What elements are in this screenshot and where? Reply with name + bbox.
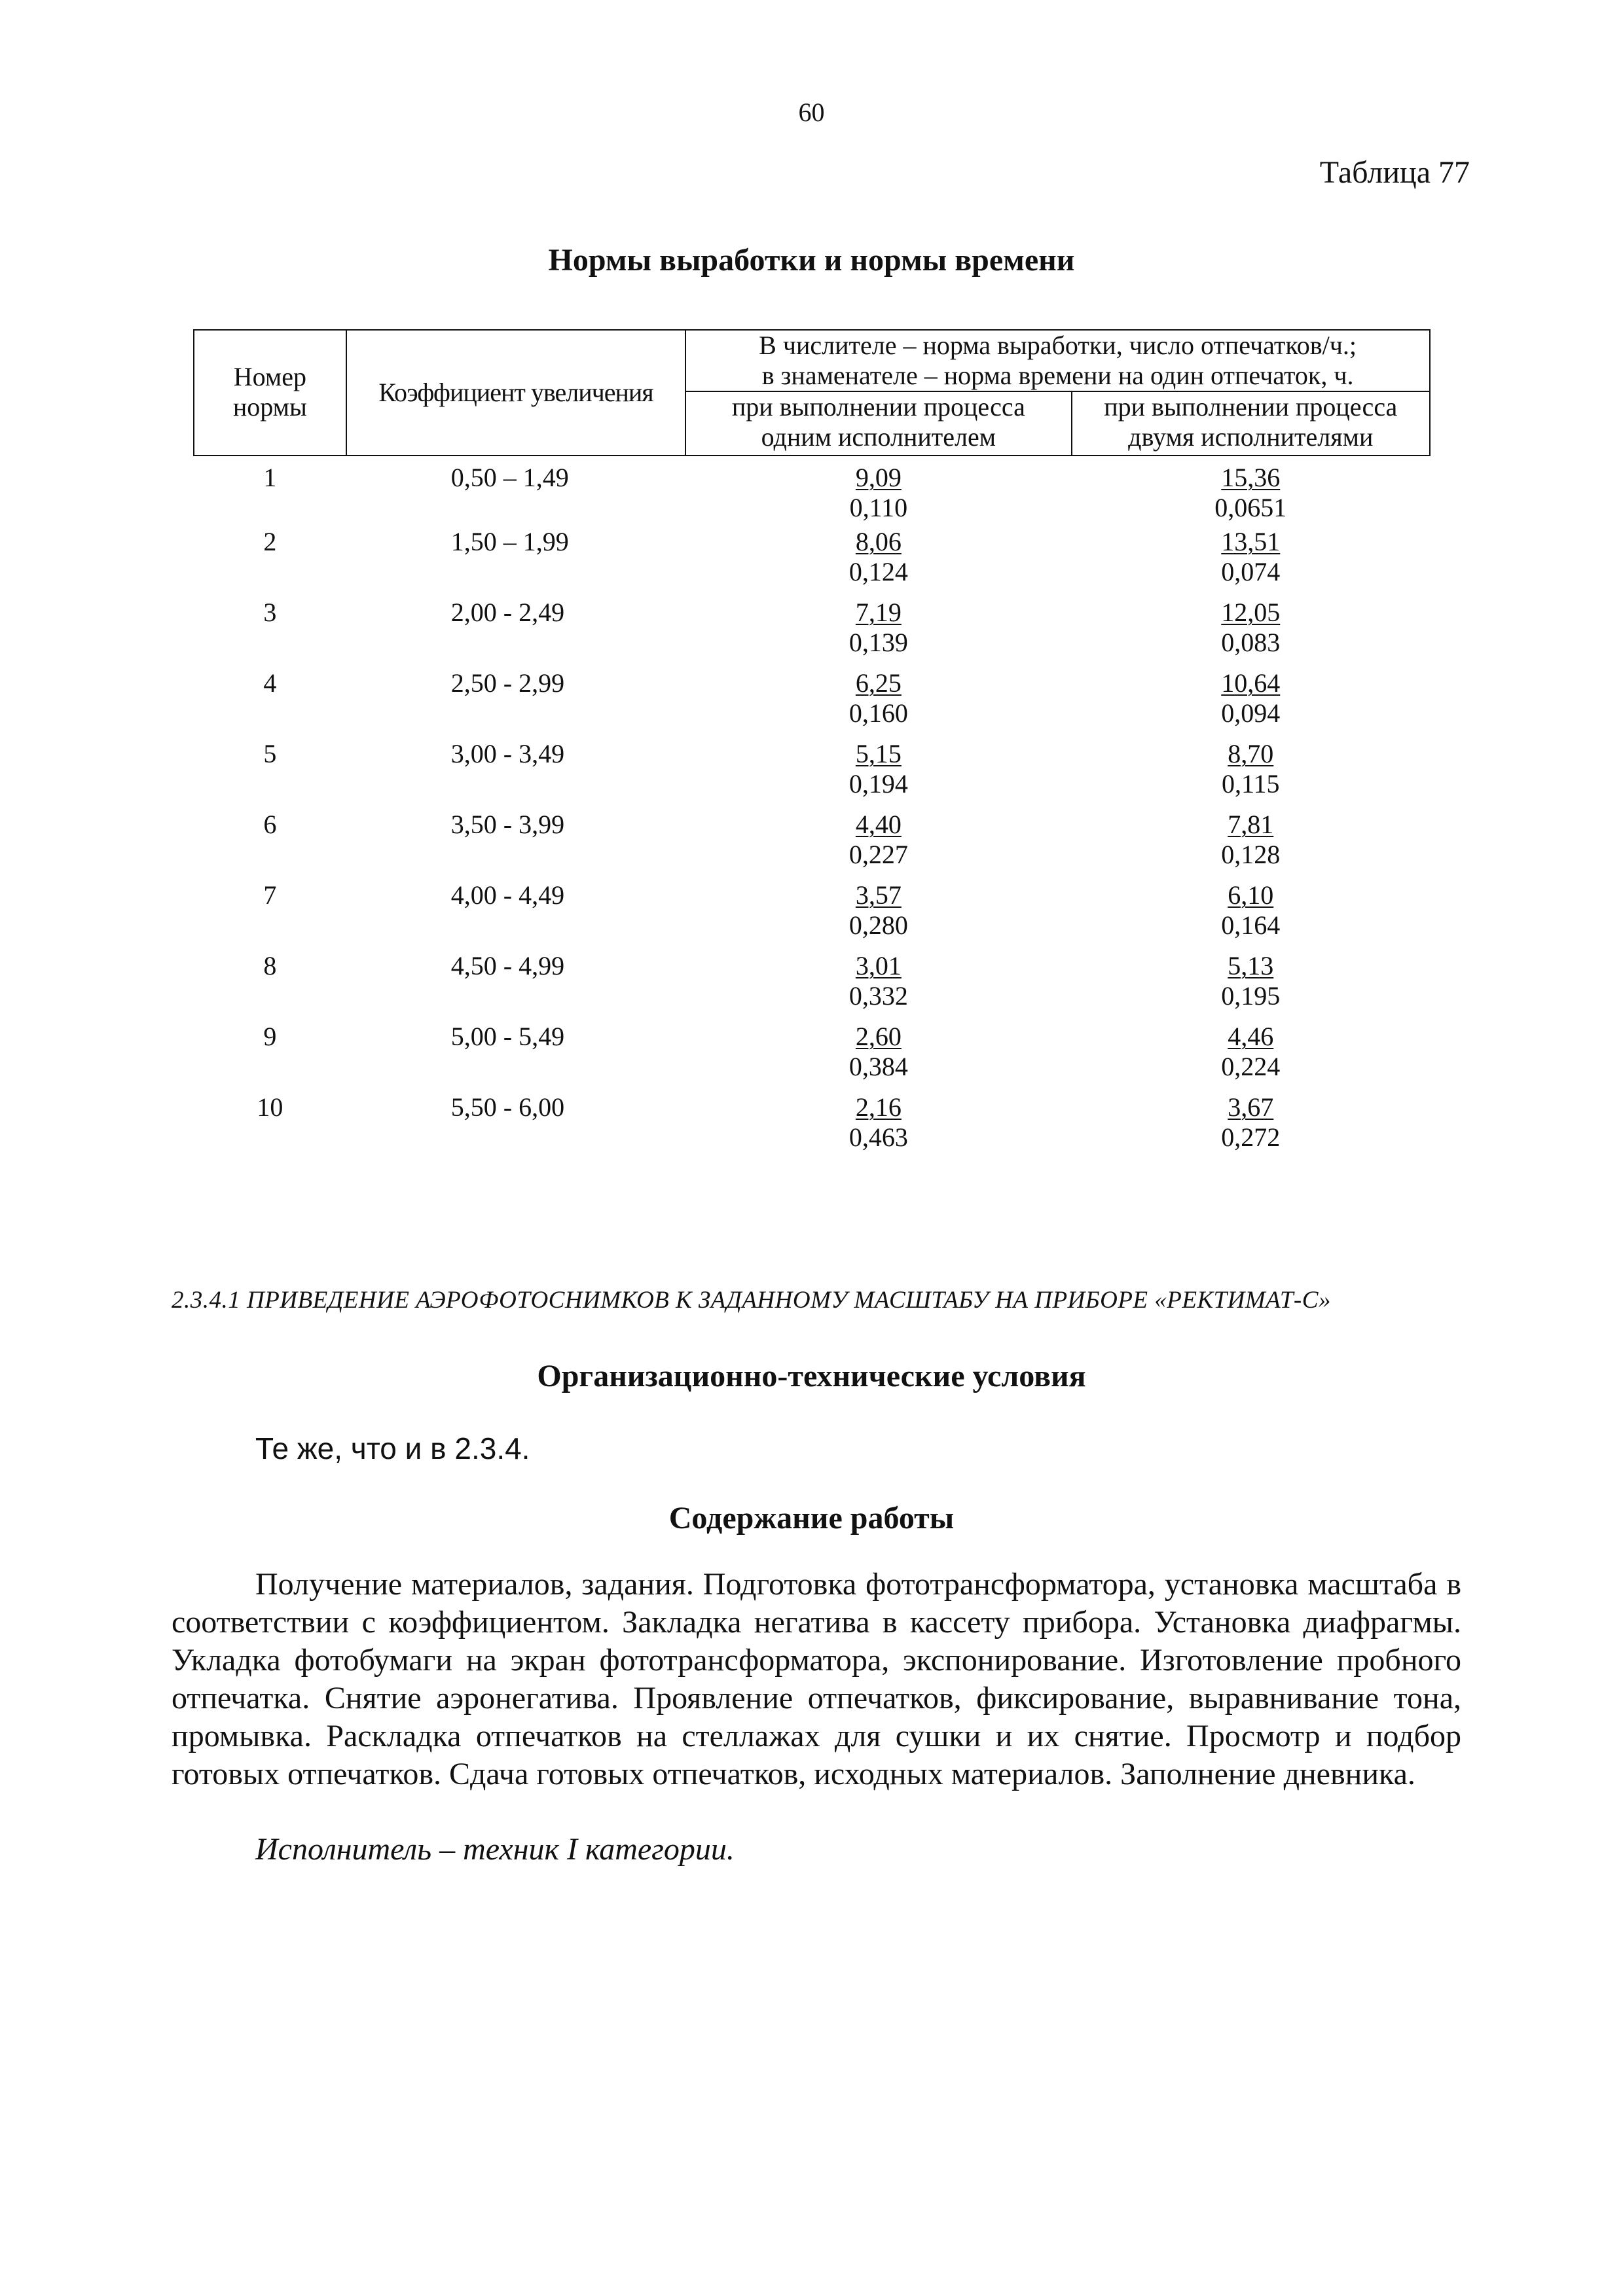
norm-number: 8 (263, 951, 277, 980)
two-performers-fraction (1072, 951, 1430, 1022)
table-row (194, 810, 1430, 880)
output-rate: 10,64 (1221, 668, 1281, 698)
table-row (194, 527, 1430, 598)
norm-number: 9 (263, 1022, 277, 1051)
norm-number: 7 (263, 880, 277, 910)
header-two-line2: двумя исполнителями (1128, 422, 1374, 452)
two-performers-fraction (1072, 527, 1430, 598)
table-row (194, 598, 1430, 668)
output-rate: 12,05 (1221, 598, 1281, 627)
time-norm: 0,128 (1221, 840, 1281, 869)
output-rate: 2,16 (855, 1092, 902, 1122)
table-row (194, 739, 1430, 810)
output-rate: 5,15 (855, 739, 902, 768)
time-norm: 0,115 (1222, 769, 1280, 798)
time-norm: 0,272 (1221, 1122, 1281, 1152)
output-rate: 4,40 (855, 810, 902, 839)
coefficient-range: 0,50 – 1,49 (450, 463, 569, 492)
norm-number: 6 (263, 810, 277, 839)
two-performers-fraction (1072, 880, 1430, 951)
output-rate: 9,09 (855, 463, 902, 492)
time-norm: 0,124 (848, 557, 908, 586)
header-one-performer (685, 391, 1071, 456)
time-norm: 0,139 (848, 628, 908, 657)
conditions-heading: Организационно-технические условия (537, 1359, 1086, 1393)
norms-table-body (194, 456, 1430, 1163)
output-rate: 8,06 (855, 527, 902, 556)
output-rate: 7,19 (855, 598, 902, 627)
header-one-line2: одним исполнителем (761, 422, 996, 452)
section-heading: 2.3.4.1 ПРИВЕДЕНИЕ АЭРОФОТОСНИМКОВ К ЗАДАННОМУ МАСШТАБУ НА ПРИБОРЕ «РЕКТИМАТ-С» (172, 1287, 1331, 1314)
content-paragraph: Получение материалов, задания. Подготовка фототрансформатора, установка масштаба в соответствии с коэффициентом. Закладка негатива в кассету прибора. Установка диафрагмы. Укладка фотобумаги на экран фототрансформатора, экспонирование. Изготовление пробного отпечатка. Снятие аэронегатива. Проявление отпечатков, фиксирование, выравнивание тона, промывка. Раскладка отпечатков на стеллажах для сушки и их снятие. Просмотр и подбор готовых отпечатков. Сдача готовых отпечатков, исходных материалов. Заполнение дневника. (172, 1567, 1461, 1791)
one-performer-fraction (685, 880, 1071, 951)
table-row (194, 1092, 1430, 1163)
time-norm: 0,110 (849, 493, 908, 522)
header-two-performers (1072, 391, 1430, 456)
page-number: 60 (798, 98, 825, 127)
one-performer-fraction (685, 668, 1071, 739)
coefficient-range: 1,50 – 1,99 (450, 527, 569, 556)
coefficient-range: 2,50 - 2,99 (450, 668, 565, 698)
output-rate: 2,60 (855, 1022, 902, 1051)
norm-number: 2 (263, 527, 277, 556)
time-norm: 0,224 (1221, 1052, 1281, 1081)
time-norm: 0,164 (1221, 910, 1281, 940)
coefficient-range: 5,00 - 5,49 (450, 1022, 565, 1051)
output-rate: 15,36 (1221, 463, 1281, 492)
one-performer-fraction (685, 527, 1071, 598)
norms-table-header (194, 330, 1430, 456)
norm-number: 10 (257, 1092, 283, 1122)
performer-line: Исполнитель – техник I категории. (255, 1832, 735, 1867)
output-rate: 3,67 (1228, 1092, 1274, 1122)
time-norm: 0,384 (848, 1052, 908, 1081)
two-performers-fraction (1072, 739, 1430, 810)
header-group-line1: В числителе – норма выработки, число отпечатков/ч.; (759, 331, 1357, 360)
output-rate: 13,51 (1221, 527, 1281, 556)
norm-number: 4 (263, 668, 277, 698)
time-norm: 0,160 (848, 698, 908, 728)
output-rate: 5,13 (1228, 951, 1274, 980)
norms-table (193, 329, 1431, 1163)
header-one-line1: при выполнении процесса (731, 392, 1025, 422)
coefficient-range: 3,50 - 3,99 (450, 810, 565, 839)
header-group (685, 330, 1430, 391)
time-norm: 0,0651 (1214, 493, 1287, 522)
header-norm-number: Номер нормы (194, 330, 346, 456)
one-performer-fraction (685, 951, 1071, 1022)
norm-number: 3 (263, 598, 277, 627)
output-rate: 6,25 (855, 668, 902, 698)
coefficient-range: 4,00 - 4,49 (450, 880, 565, 910)
two-performers-fraction (1072, 456, 1430, 527)
two-performers-fraction (1072, 1022, 1430, 1092)
time-norm: 0,194 (848, 769, 908, 798)
table-row (194, 880, 1430, 951)
output-rate: 4,46 (1228, 1022, 1274, 1051)
two-performers-fraction (1072, 668, 1430, 739)
coefficient-range: 2,00 - 2,49 (450, 598, 565, 627)
time-norm: 0,463 (848, 1122, 908, 1152)
norm-number: 5 (263, 739, 277, 768)
coefficient-range: 4,50 - 4,99 (450, 951, 565, 980)
one-performer-fraction (685, 1092, 1071, 1163)
output-rate: 3,01 (855, 951, 902, 980)
one-performer-fraction (685, 739, 1071, 810)
header-coefficient: Коэффициент увеличения (346, 330, 685, 456)
one-performer-fraction (685, 810, 1071, 880)
time-norm: 0,280 (848, 910, 908, 940)
table-row (194, 951, 1430, 1022)
table-row (194, 456, 1430, 527)
one-performer-fraction (685, 456, 1071, 527)
coefficient-range: 3,00 - 3,49 (450, 739, 565, 768)
conditions-text: Те же, что и в 2.3.4. (255, 1431, 530, 1465)
norm-number: 1 (263, 463, 277, 492)
time-norm: 0,195 (1221, 981, 1281, 1011)
two-performers-fraction (1072, 1092, 1430, 1163)
table-row (194, 668, 1430, 739)
two-performers-fraction (1072, 810, 1430, 880)
output-rate: 8,70 (1228, 739, 1274, 768)
one-performer-fraction (685, 598, 1071, 668)
time-norm: 0,227 (848, 840, 908, 869)
time-norm: 0,332 (848, 981, 908, 1011)
coefficient-range: 5,50 - 6,00 (450, 1092, 565, 1122)
time-norm: 0,083 (1221, 628, 1281, 657)
content-heading: Содержание работы (668, 1501, 955, 1535)
header-group-line2: в знаменателе – норма времени на один отпечаток, ч. (761, 361, 1354, 390)
table-number: Таблица 77 (1319, 155, 1470, 190)
output-rate: 3,57 (855, 880, 902, 910)
table-title: Нормы выработки и нормы времени (548, 243, 1075, 278)
time-norm: 0,074 (1221, 557, 1281, 586)
one-performer-fraction (685, 1022, 1071, 1092)
time-norm: 0,094 (1221, 698, 1281, 728)
table-row (194, 1022, 1430, 1092)
two-performers-fraction (1072, 598, 1430, 668)
output-rate: 7,81 (1228, 810, 1274, 839)
output-rate: 6,10 (1228, 880, 1274, 910)
header-two-line1: при выполнении процесса (1104, 392, 1398, 422)
